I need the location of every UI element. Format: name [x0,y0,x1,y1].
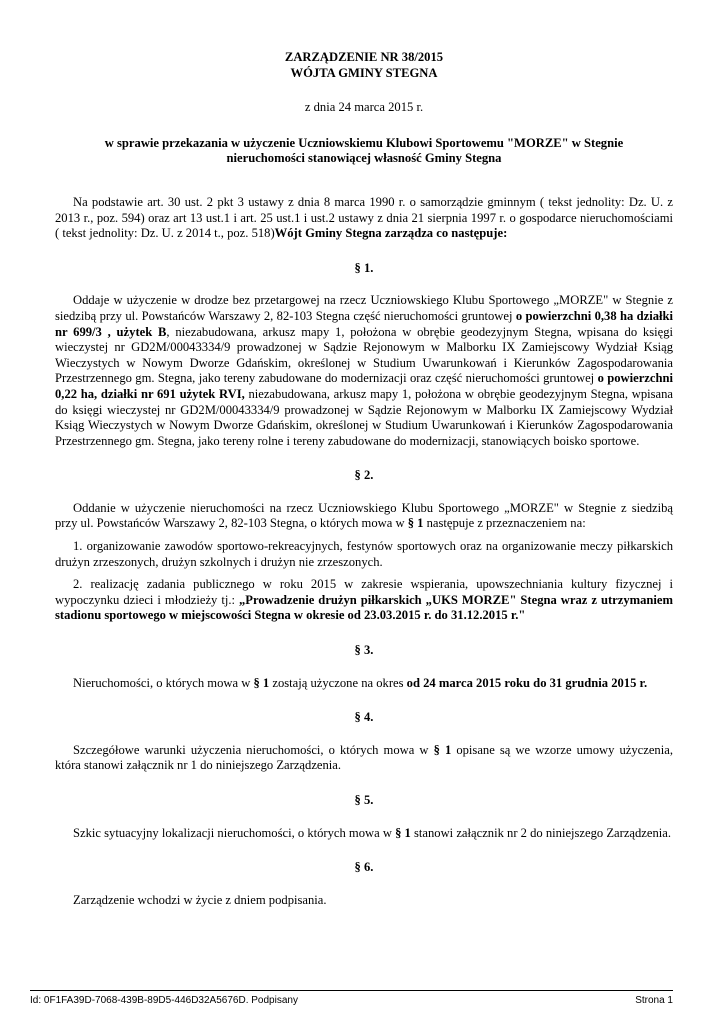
preamble [55,195,673,242]
document-id: Id: 0F1FA39D-7068-439B-89D5-446D32A5676D. Podpisany [30,995,298,1006]
s4-part-a: Szczegółowe warunki użyczenia nieruchomości, o których mowa w [73,742,434,757]
section-2-item-1: 1. organizowanie zawodów sportowo-rekreacyjnych, festynów sportowych oraz na organizowanie meczy piłkarskich drużyn zrzeszonych, drużyn szkolnych i drużyn nie zrzeszonych. [55,539,673,569]
s1-part-e: niezabudowana, arkusz mapy 1, położona w obrębie geodezyjnym Stegna, wpisana do księgi wieczystej nr GD2M/00043334/9 prowadzonej w Sądzie Rejonowym w Malborku IX Zamiejscowy Wydział Ksiąg Wieczystych w Nowym Dworze Gdańskim, określonej w Studium Uwarunkowań i Kierunków Zagospodarowania Przestrzennego gm. Stegna, jako tereny rolne i tereny zabudowane do modernizacji, stanowiących boisko sportowe. [55,386,673,448]
section-3-text [55,676,673,692]
section-5-text [55,826,673,842]
s2-item2-part-a: 2. realizację zadania publicznego w roku 2015 w zakresie wspierania, upowszechniania kultury fizycznej i wypoczynku dzieci i młodzieży tj.: [55,577,673,607]
document-issuer: WÓJTA GMINY STEGNA [290,65,438,80]
s4-part-c: opisane są we wzorze umowy użyczenia, która stanowi załącznik nr 1 do niniejszego Zarządzenia. [55,742,673,773]
section-6-heading: § 6. [354,860,374,875]
section-3-heading: § 3. [354,643,374,658]
section-1-text [55,293,673,449]
document-subject [55,136,673,167]
section-4-heading: § 4. [354,710,374,725]
s2-part-b: § 1 [407,516,424,531]
subject-line-2: nieruchomości stanowiącej własność Gminy Stegna [226,151,502,166]
subject-line-1: w sprawie przekazania w użyczenie Uczniowskiemu Klubowi Sportowemu "MORZE" w Stegnie [104,135,624,150]
preamble-text: Na podstawie art. 30 ust. 2 pkt 3 ustawy z dnia 8 marca 1990 r. o samorządzie gminnym ( tekst jednolity: Dz. U. z 2013 r., poz. 594) oraz art 13 ust.1 i art. 25 ust.1 i ust.2 ustawy z dnia 21 sierpnia 1997 r. o gospodarce nieruchomościami ( tekst jednolity: Dz. U. z 2014 t., poz. 518) [55,194,673,241]
document-page [55,50,673,908]
document-date: z dnia 24 marca 2015 r. [304,100,424,115]
preamble-bold: Wójt Gminy Stegna zarządza co następuje: [274,226,508,241]
section-1-heading: § 1. [354,260,374,275]
s2-part-c: następuje z przeznaczeniem na: [423,516,586,531]
s1-part-a: Oddaje w użyczenie w drodze bez przetargowej na rzecz Uczniowskiego Klubu Sportowego „MORZE" w Stegnie z siedzibą przy ul. Powstańców Warszawy 2, 82-103 Stegna część nieruchomości gruntowej [55,293,673,323]
section-2-heading: § 2. [354,468,374,483]
s3-part-c: zostają użyczone na okres [269,675,407,690]
s2-item2-part-b: „Prowadzenie drużyn piłkarskich „UKS MORZE" Stegna wraz z utrzymaniem stadionu sportowego w miejscowości Stegna w okresie od 23.03.2015 r. do 31.12.2015 r." [55,592,674,623]
s2-part-a: Oddanie w użyczenie nieruchomości na rzecz Uczniowskiego Klubu Sportowego „MORZE" w Stegnie z siedzibą przy ul. Powstańców Warszawy 2, 82-103 Stegna, o których mowa w [55,500,673,531]
section-2-text [55,501,673,532]
s5-part-b: § 1 [395,825,411,840]
section-4-text [55,743,673,774]
s1-part-b: o powierzchni 0,38 ha działki nr 699/3 , użytek B [55,308,673,339]
section-2-item-2 [55,577,673,624]
s3-part-a: Nieruchomości, o których mowa w [73,675,254,690]
s3-part-d: od 24 marca 2015 roku do 31 grudnia 2015 r. [406,675,648,690]
s1-part-d: o powierzchni 0,22 ha, działki nr 691 użytek RVI, [55,371,673,401]
page-footer [30,990,673,1008]
section-5-heading: § 5. [354,793,374,807]
page-number: Strona 1 [635,995,673,1006]
s5-part-a: Szkic sytuacyjny lokalizacji nieruchomości, o których mowa w [73,825,396,840]
section-6-text: Zarządzenie wchodzi w życie z dniem podpisania. [73,892,327,907]
s3-part-b: § 1 [253,675,270,690]
s1-part-c: , niezabudowana, arkusz mapy 1, położona w obrębie geodezyjnym Stegna, wpisana do księgi wieczystej nr GD2M/00043334/9 prowadzonej w Sądzie Rejonowym w Malborku IX Zamiejscowy Wydział Ksiąg Wieczystych w Nowym Dworze Gdańskim, określonej w Studium Uwarunkowań i Kierunków Zagospodarowania Przestrzennego gm. Stegna, jako tereny zabudowane do modernizacji oraz część nieruchomości gruntowej [55,324,673,386]
s5-part-c: stanowi załącznik nr 2 do niniejszego Zarządzenia. [410,825,672,840]
document-title: ZARZĄDZENIE NR 38/2015 [284,50,444,64]
s4-part-b: § 1 [433,742,452,757]
